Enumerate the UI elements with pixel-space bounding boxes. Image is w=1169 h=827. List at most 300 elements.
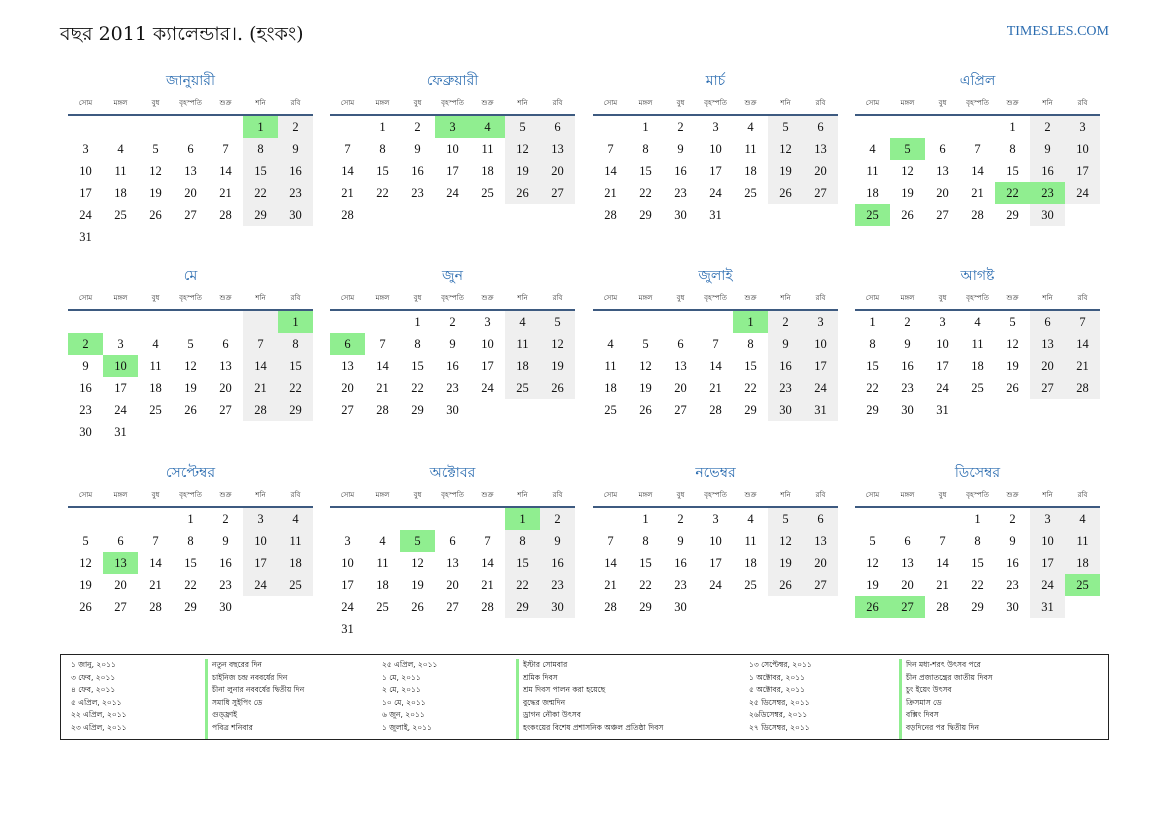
day-cell[interactable]: 12: [639, 359, 652, 373]
day-cell[interactable]: 12: [866, 556, 879, 570]
day-cell[interactable]: 2: [540, 508, 575, 530]
day-cell[interactable]: 15: [866, 359, 879, 373]
day-cell[interactable]: 18: [481, 164, 494, 178]
day-cell[interactable]: 6: [222, 337, 229, 351]
day-cell[interactable]: 30: [1006, 600, 1019, 614]
day-cell[interactable]: 3: [803, 311, 838, 333]
day-cell[interactable]: 8: [642, 534, 649, 548]
day-cell[interactable]: 3: [712, 512, 719, 526]
day-cell[interactable]: 13: [184, 164, 197, 178]
day-cell[interactable]: 11: [866, 164, 879, 178]
day-cell[interactable]: 1: [733, 311, 768, 333]
day-cell[interactable]: 3: [243, 508, 278, 530]
day-cell[interactable]: 4: [278, 508, 313, 530]
day-cell[interactable]: 19: [505, 160, 540, 182]
day-cell[interactable]: 5: [1009, 315, 1016, 329]
day-cell[interactable]: 17: [1030, 552, 1065, 574]
day-cell[interactable]: 26: [901, 208, 914, 222]
day-cell[interactable]: 9: [677, 142, 684, 156]
day-cell[interactable]: 11: [481, 142, 494, 156]
day-cell[interactable]: 10: [936, 337, 949, 351]
day-cell[interactable]: 16: [1006, 556, 1019, 570]
day-cell[interactable]: 3: [939, 315, 946, 329]
day-cell[interactable]: 21: [149, 578, 162, 592]
day-cell[interactable]: 2: [677, 120, 684, 134]
day-cell[interactable]: 26: [768, 574, 803, 596]
day-cell[interactable]: 17: [341, 578, 354, 592]
day-cell[interactable]: 28: [936, 600, 949, 614]
day-cell[interactable]: 25: [855, 204, 890, 226]
day-cell[interactable]: 26: [768, 182, 803, 204]
day-cell[interactable]: 4: [747, 120, 754, 134]
day-cell[interactable]: 5: [187, 337, 194, 351]
day-cell[interactable]: 8: [187, 534, 194, 548]
day-cell[interactable]: 22: [411, 381, 424, 395]
day-cell[interactable]: 29: [639, 208, 652, 222]
day-cell[interactable]: 31: [803, 399, 838, 421]
day-cell[interactable]: 1: [414, 315, 421, 329]
day-cell[interactable]: 15: [278, 355, 313, 377]
day-cell[interactable]: 14: [376, 359, 389, 373]
day-cell[interactable]: 23: [79, 403, 92, 417]
day-cell[interactable]: 26: [505, 182, 540, 204]
day-cell[interactable]: 14: [219, 164, 232, 178]
day-cell[interactable]: 19: [768, 160, 803, 182]
day-cell[interactable]: 7: [484, 534, 491, 548]
day-cell[interactable]: 5: [768, 508, 803, 530]
day-cell[interactable]: 16: [411, 164, 424, 178]
day-cell[interactable]: 13: [341, 359, 354, 373]
day-cell[interactable]: 30: [674, 600, 687, 614]
day-cell[interactable]: 21: [243, 377, 278, 399]
day-cell[interactable]: 24: [709, 186, 722, 200]
day-cell[interactable]: 21: [709, 381, 722, 395]
day-cell[interactable]: 19: [1006, 359, 1019, 373]
day-cell[interactable]: 28: [604, 600, 617, 614]
day-cell[interactable]: 24: [446, 186, 459, 200]
day-cell[interactable]: 23: [674, 186, 687, 200]
day-cell[interactable]: 2: [1009, 512, 1016, 526]
day-cell[interactable]: 6: [540, 116, 575, 138]
day-cell[interactable]: 19: [901, 186, 914, 200]
day-cell[interactable]: 18: [376, 578, 389, 592]
day-cell[interactable]: 27: [674, 403, 687, 417]
day-cell[interactable]: 18: [971, 359, 984, 373]
day-cell[interactable]: 4: [1065, 508, 1100, 530]
day-cell[interactable]: 11: [744, 534, 757, 548]
day-cell[interactable]: 22: [184, 578, 197, 592]
day-cell[interactable]: 6: [803, 116, 838, 138]
day-cell[interactable]: 23: [1030, 182, 1065, 204]
day-cell[interactable]: 11: [971, 337, 984, 351]
day-cell[interactable]: 8: [1009, 142, 1016, 156]
day-cell[interactable]: 31: [341, 622, 354, 636]
day-cell[interactable]: 1: [1009, 120, 1016, 134]
day-cell[interactable]: 6: [939, 142, 946, 156]
day-cell[interactable]: 9: [677, 534, 684, 548]
day-cell[interactable]: 27: [803, 574, 838, 596]
day-cell[interactable]: 22: [278, 377, 313, 399]
day-cell[interactable]: 8: [243, 138, 278, 160]
day-cell[interactable]: 28: [219, 208, 232, 222]
day-cell[interactable]: 7: [222, 142, 229, 156]
day-cell[interactable]: 27: [803, 182, 838, 204]
day-cell[interactable]: 28: [481, 600, 494, 614]
day-cell[interactable]: 5: [82, 534, 89, 548]
day-cell[interactable]: 13: [674, 359, 687, 373]
day-cell[interactable]: 4: [974, 315, 981, 329]
day-cell[interactable]: 9: [1030, 138, 1065, 160]
day-cell[interactable]: 17: [709, 556, 722, 570]
day-cell[interactable]: 25: [604, 403, 617, 417]
day-cell[interactable]: 6: [449, 534, 456, 548]
day-cell[interactable]: 19: [540, 355, 575, 377]
day-cell[interactable]: 14: [971, 164, 984, 178]
day-cell[interactable]: 23: [1006, 578, 1019, 592]
day-cell[interactable]: 12: [79, 556, 92, 570]
day-cell[interactable]: 7: [607, 142, 614, 156]
day-cell[interactable]: 25: [971, 381, 984, 395]
day-cell[interactable]: 13: [936, 164, 949, 178]
day-cell[interactable]: 30: [540, 596, 575, 618]
day-cell[interactable]: 3: [344, 534, 351, 548]
day-cell[interactable]: 10: [103, 355, 138, 377]
day-cell[interactable]: 29: [505, 596, 540, 618]
day-cell[interactable]: 21: [604, 578, 617, 592]
day-cell[interactable]: 3: [435, 116, 470, 138]
day-cell[interactable]: 10: [243, 530, 278, 552]
day-cell[interactable]: 10: [1030, 530, 1065, 552]
day-cell[interactable]: 5: [642, 337, 649, 351]
day-cell[interactable]: 7: [939, 534, 946, 548]
day-cell[interactable]: 29: [866, 403, 879, 417]
day-cell[interactable]: 4: [117, 142, 124, 156]
day-cell[interactable]: 15: [243, 160, 278, 182]
day-cell[interactable]: 7: [243, 333, 278, 355]
day-cell[interactable]: 6: [677, 337, 684, 351]
day-cell[interactable]: 25: [114, 208, 127, 222]
day-cell[interactable]: 30: [446, 403, 459, 417]
day-cell[interactable]: 3: [484, 315, 491, 329]
day-cell[interactable]: 30: [79, 425, 92, 439]
day-cell[interactable]: 25: [481, 186, 494, 200]
site-link[interactable]: TIMESLES.COM: [1006, 24, 1109, 39]
day-cell[interactable]: 29: [243, 204, 278, 226]
day-cell[interactable]: 7: [607, 534, 614, 548]
day-cell[interactable]: 9: [540, 530, 575, 552]
day-cell[interactable]: 26: [855, 596, 890, 618]
day-cell[interactable]: 29: [971, 600, 984, 614]
day-cell[interactable]: 11: [114, 164, 127, 178]
day-cell[interactable]: 9: [414, 142, 421, 156]
day-cell[interactable]: 20: [803, 552, 838, 574]
day-cell[interactable]: 27: [1030, 377, 1065, 399]
day-cell[interactable]: 19: [866, 578, 879, 592]
day-cell[interactable]: 29: [278, 399, 313, 421]
day-cell[interactable]: 8: [747, 337, 754, 351]
day-cell[interactable]: 21: [604, 186, 617, 200]
day-cell[interactable]: 18: [866, 186, 879, 200]
day-cell[interactable]: 20: [114, 578, 127, 592]
day-cell[interactable]: 2: [768, 311, 803, 333]
day-cell[interactable]: 9: [1009, 534, 1016, 548]
day-cell[interactable]: 17: [936, 359, 949, 373]
day-cell[interactable]: 31: [936, 403, 949, 417]
day-cell[interactable]: 16: [79, 381, 92, 395]
day-cell[interactable]: 26: [184, 403, 197, 417]
day-cell[interactable]: 18: [604, 381, 617, 395]
day-cell[interactable]: 5: [890, 138, 925, 160]
day-cell[interactable]: 10: [481, 337, 494, 351]
day-cell[interactable]: 19: [768, 552, 803, 574]
day-cell[interactable]: 1: [642, 512, 649, 526]
day-cell[interactable]: 2: [278, 116, 313, 138]
day-cell[interactable]: 1: [505, 508, 540, 530]
day-cell[interactable]: 30: [219, 600, 232, 614]
day-cell[interactable]: 14: [604, 164, 617, 178]
day-cell[interactable]: 30: [1030, 204, 1065, 226]
day-cell[interactable]: 25: [744, 578, 757, 592]
day-cell[interactable]: 16: [674, 164, 687, 178]
day-cell[interactable]: 24: [341, 600, 354, 614]
day-cell[interactable]: 1: [974, 512, 981, 526]
day-cell[interactable]: 18: [149, 381, 162, 395]
day-cell[interactable]: 12: [768, 138, 803, 160]
day-cell[interactable]: 6: [904, 534, 911, 548]
day-cell[interactable]: 6: [330, 333, 365, 355]
day-cell[interactable]: 23: [674, 578, 687, 592]
day-cell[interactable]: 31: [79, 230, 92, 244]
day-cell[interactable]: 7: [974, 142, 981, 156]
day-cell[interactable]: 25: [1065, 574, 1100, 596]
day-cell[interactable]: 23: [540, 574, 575, 596]
day-cell[interactable]: 28: [341, 208, 354, 222]
day-cell[interactable]: 11: [604, 359, 617, 373]
day-cell[interactable]: 17: [481, 359, 494, 373]
day-cell[interactable]: 22: [866, 381, 879, 395]
day-cell[interactable]: 8: [869, 337, 876, 351]
day-cell[interactable]: 23: [411, 186, 424, 200]
day-cell[interactable]: 14: [936, 556, 949, 570]
day-cell[interactable]: 24: [243, 574, 278, 596]
day-cell[interactable]: 18: [1065, 552, 1100, 574]
day-cell[interactable]: 16: [768, 355, 803, 377]
day-cell[interactable]: 20: [341, 381, 354, 395]
day-cell[interactable]: 29: [411, 403, 424, 417]
day-cell[interactable]: 23: [901, 381, 914, 395]
day-cell[interactable]: 8: [974, 534, 981, 548]
day-cell[interactable]: 16: [540, 552, 575, 574]
day-cell[interactable]: 24: [936, 381, 949, 395]
day-cell[interactable]: 2: [222, 512, 229, 526]
day-cell[interactable]: 20: [184, 186, 197, 200]
day-cell[interactable]: 5: [869, 534, 876, 548]
day-cell[interactable]: 23: [446, 381, 459, 395]
day-cell[interactable]: 9: [904, 337, 911, 351]
day-cell[interactable]: 24: [803, 377, 838, 399]
day-cell[interactable]: 7: [1065, 311, 1100, 333]
day-cell[interactable]: 28: [149, 600, 162, 614]
day-cell[interactable]: 11: [376, 556, 389, 570]
day-cell[interactable]: 22: [744, 381, 757, 395]
day-cell[interactable]: 5: [768, 116, 803, 138]
day-cell[interactable]: 27: [936, 208, 949, 222]
day-cell[interactable]: 15: [639, 164, 652, 178]
day-cell[interactable]: 5: [540, 311, 575, 333]
day-cell[interactable]: 20: [540, 160, 575, 182]
day-cell[interactable]: 10: [709, 142, 722, 156]
day-cell[interactable]: 13: [1030, 333, 1065, 355]
day-cell[interactable]: 4: [747, 512, 754, 526]
day-cell[interactable]: 23: [278, 182, 313, 204]
day-cell[interactable]: 21: [376, 381, 389, 395]
day-cell[interactable]: 2: [904, 315, 911, 329]
day-cell[interactable]: 25: [744, 186, 757, 200]
day-cell[interactable]: 14: [243, 355, 278, 377]
day-cell[interactable]: 20: [936, 186, 949, 200]
day-cell[interactable]: 29: [744, 403, 757, 417]
day-cell[interactable]: 22: [639, 186, 652, 200]
day-cell[interactable]: 8: [379, 142, 386, 156]
day-cell[interactable]: 4: [152, 337, 159, 351]
day-cell[interactable]: 11: [1065, 530, 1100, 552]
day-cell[interactable]: 28: [971, 208, 984, 222]
day-cell[interactable]: 4: [379, 534, 386, 548]
day-cell[interactable]: 14: [1065, 333, 1100, 355]
day-cell[interactable]: 2: [677, 512, 684, 526]
day-cell[interactable]: 14: [709, 359, 722, 373]
day-cell[interactable]: 6: [1030, 311, 1065, 333]
day-cell[interactable]: 12: [505, 138, 540, 160]
day-cell[interactable]: 30: [674, 208, 687, 222]
day-cell[interactable]: 30: [901, 403, 914, 417]
day-cell[interactable]: 1: [379, 120, 386, 134]
day-cell[interactable]: 26: [540, 377, 575, 399]
day-cell[interactable]: 18: [744, 556, 757, 570]
day-cell[interactable]: 12: [768, 530, 803, 552]
day-cell[interactable]: 4: [607, 337, 614, 351]
day-cell[interactable]: 8: [414, 337, 421, 351]
day-cell[interactable]: 19: [411, 578, 424, 592]
day-cell[interactable]: 13: [803, 530, 838, 552]
day-cell[interactable]: 29: [1006, 208, 1019, 222]
day-cell[interactable]: 4: [869, 142, 876, 156]
day-cell[interactable]: 27: [184, 208, 197, 222]
day-cell[interactable]: 19: [79, 578, 92, 592]
day-cell[interactable]: 17: [114, 381, 127, 395]
day-cell[interactable]: 1: [278, 311, 313, 333]
day-cell[interactable]: 9: [82, 359, 89, 373]
day-cell[interactable]: 24: [79, 208, 92, 222]
day-cell[interactable]: 9: [768, 333, 803, 355]
day-cell[interactable]: 15: [184, 556, 197, 570]
day-cell[interactable]: 13: [219, 359, 232, 373]
day-cell[interactable]: 13: [446, 556, 459, 570]
day-cell[interactable]: 20: [446, 578, 459, 592]
day-cell[interactable]: 22: [995, 182, 1030, 204]
day-cell[interactable]: 16: [1030, 160, 1065, 182]
day-cell[interactable]: 6: [803, 508, 838, 530]
day-cell[interactable]: 28: [709, 403, 722, 417]
day-cell[interactable]: 22: [376, 186, 389, 200]
day-cell[interactable]: 17: [79, 186, 92, 200]
day-cell[interactable]: 21: [481, 578, 494, 592]
day-cell[interactable]: 27: [219, 403, 232, 417]
day-cell[interactable]: 5: [152, 142, 159, 156]
day-cell[interactable]: 19: [149, 186, 162, 200]
day-cell[interactable]: 11: [505, 333, 540, 355]
day-cell[interactable]: 11: [744, 142, 757, 156]
day-cell[interactable]: 7: [379, 337, 386, 351]
day-cell[interactable]: 23: [768, 377, 803, 399]
day-cell[interactable]: 17: [1065, 160, 1100, 182]
day-cell[interactable]: 27: [114, 600, 127, 614]
day-cell[interactable]: 14: [604, 556, 617, 570]
day-cell[interactable]: 22: [971, 578, 984, 592]
day-cell[interactable]: 10: [803, 333, 838, 355]
day-cell[interactable]: 26: [149, 208, 162, 222]
day-cell[interactable]: 14: [149, 556, 162, 570]
day-cell[interactable]: 3: [117, 337, 124, 351]
day-cell[interactable]: 22: [639, 578, 652, 592]
day-cell[interactable]: 13: [803, 138, 838, 160]
day-cell[interactable]: 23: [219, 578, 232, 592]
day-cell[interactable]: 31: [1030, 596, 1065, 618]
day-cell[interactable]: 27: [446, 600, 459, 614]
day-cell[interactable]: 4: [505, 311, 540, 333]
day-cell[interactable]: 21: [1065, 355, 1100, 377]
day-cell[interactable]: 18: [278, 552, 313, 574]
day-cell[interactable]: 7: [152, 534, 159, 548]
day-cell[interactable]: 17: [709, 164, 722, 178]
day-cell[interactable]: 25: [278, 574, 313, 596]
day-cell[interactable]: 10: [1065, 138, 1100, 160]
day-cell[interactable]: 24: [1065, 182, 1100, 204]
day-cell[interactable]: 16: [901, 359, 914, 373]
day-cell[interactable]: 28: [604, 208, 617, 222]
day-cell[interactable]: 4: [470, 116, 505, 138]
day-cell[interactable]: 20: [219, 381, 232, 395]
day-cell[interactable]: 20: [901, 578, 914, 592]
day-cell[interactable]: 6: [117, 534, 124, 548]
day-cell[interactable]: 14: [481, 556, 494, 570]
day-cell[interactable]: 15: [639, 556, 652, 570]
day-cell[interactable]: 9: [222, 534, 229, 548]
day-cell[interactable]: 24: [114, 403, 127, 417]
day-cell[interactable]: 15: [505, 552, 540, 574]
day-cell[interactable]: 6: [187, 142, 194, 156]
day-cell[interactable]: 8: [642, 142, 649, 156]
day-cell[interactable]: 1: [187, 512, 194, 526]
day-cell[interactable]: 25: [376, 600, 389, 614]
day-cell[interactable]: 1: [642, 120, 649, 134]
day-cell[interactable]: 13: [103, 552, 138, 574]
day-cell[interactable]: 10: [341, 556, 354, 570]
day-cell[interactable]: 21: [971, 186, 984, 200]
day-cell[interactable]: 16: [674, 556, 687, 570]
day-cell[interactable]: 18: [744, 164, 757, 178]
day-cell[interactable]: 15: [971, 556, 984, 570]
day-cell[interactable]: 17: [803, 355, 838, 377]
day-cell[interactable]: 10: [79, 164, 92, 178]
day-cell[interactable]: 9: [449, 337, 456, 351]
day-cell[interactable]: 19: [184, 381, 197, 395]
day-cell[interactable]: 15: [411, 359, 424, 373]
day-cell[interactable]: 10: [709, 534, 722, 548]
day-cell[interactable]: 14: [341, 164, 354, 178]
day-cell[interactable]: 24: [709, 578, 722, 592]
day-cell[interactable]: 3: [712, 120, 719, 134]
